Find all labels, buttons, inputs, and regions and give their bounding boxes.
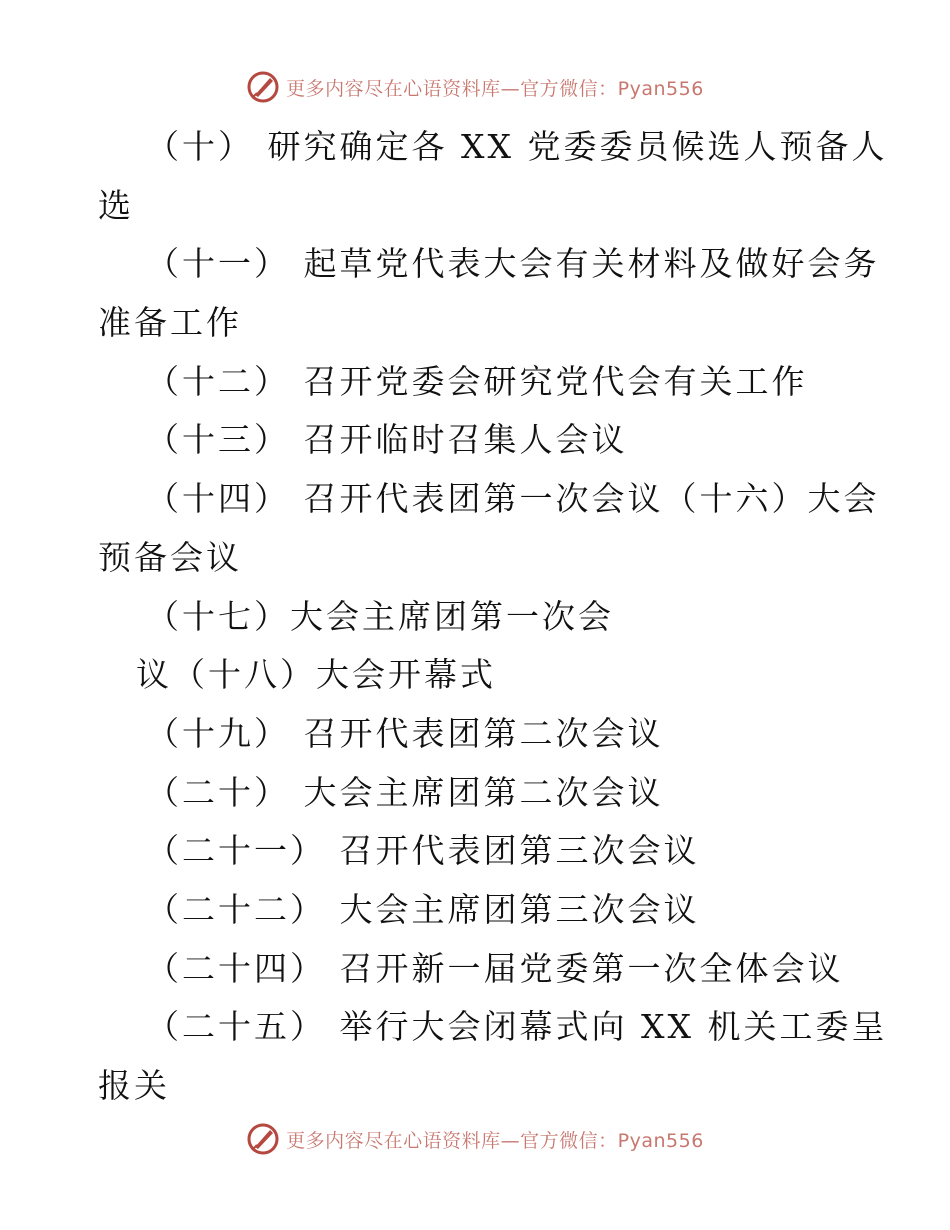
body-line: 议（十八）大会开幕式: [136, 655, 496, 695]
footer-watermark: [0, 1122, 950, 1156]
footer-watermark-text: 更多内容尽在心语资料库—官方微信：Pyan556: [286, 1129, 704, 1152]
document-body: [98, 118, 888, 1116]
quill-seal-icon: [246, 70, 280, 104]
body-line: （二十二） 大会主席团第三次会议: [146, 889, 700, 929]
body-line: 报关: [98, 1066, 170, 1105]
body-line: （十） 研究确定各 XX 党委委员候选人预备人: [146, 127, 888, 166]
header-watermark: [0, 70, 950, 104]
body-line: （二十一） 召开代表团第三次会议: [146, 831, 700, 871]
body-line: （十二） 召开党委会研究党代会有关工作: [146, 361, 808, 401]
body-line: （十一） 起草党代表大会有关材料及做好会务: [146, 244, 880, 284]
body-line: （十三） 召开临时召集人会议: [146, 420, 628, 460]
body-line: 准备工作: [98, 303, 242, 343]
body-line: （二十） 大会主席团第二次会议: [146, 772, 664, 812]
body-line: （十九） 召开代表团第二次会议: [146, 713, 664, 753]
body-line: （二十五） 举行大会闭幕式向 XX 机关工委呈: [146, 1007, 888, 1047]
body-line: 预备会议: [98, 537, 242, 577]
quill-seal-icon: [246, 1122, 280, 1156]
body-line: （十四） 召开代表团第一次会议（十六）大会: [146, 479, 880, 519]
body-line: （十七）大会主席团第一次会: [146, 596, 614, 636]
body-line: 选: [98, 185, 134, 225]
body-line: （二十四） 召开新一届党委第一次全体会议: [146, 948, 844, 988]
header-watermark-text: 更多内容尽在心语资料库—官方微信：Pyan556: [286, 77, 704, 100]
